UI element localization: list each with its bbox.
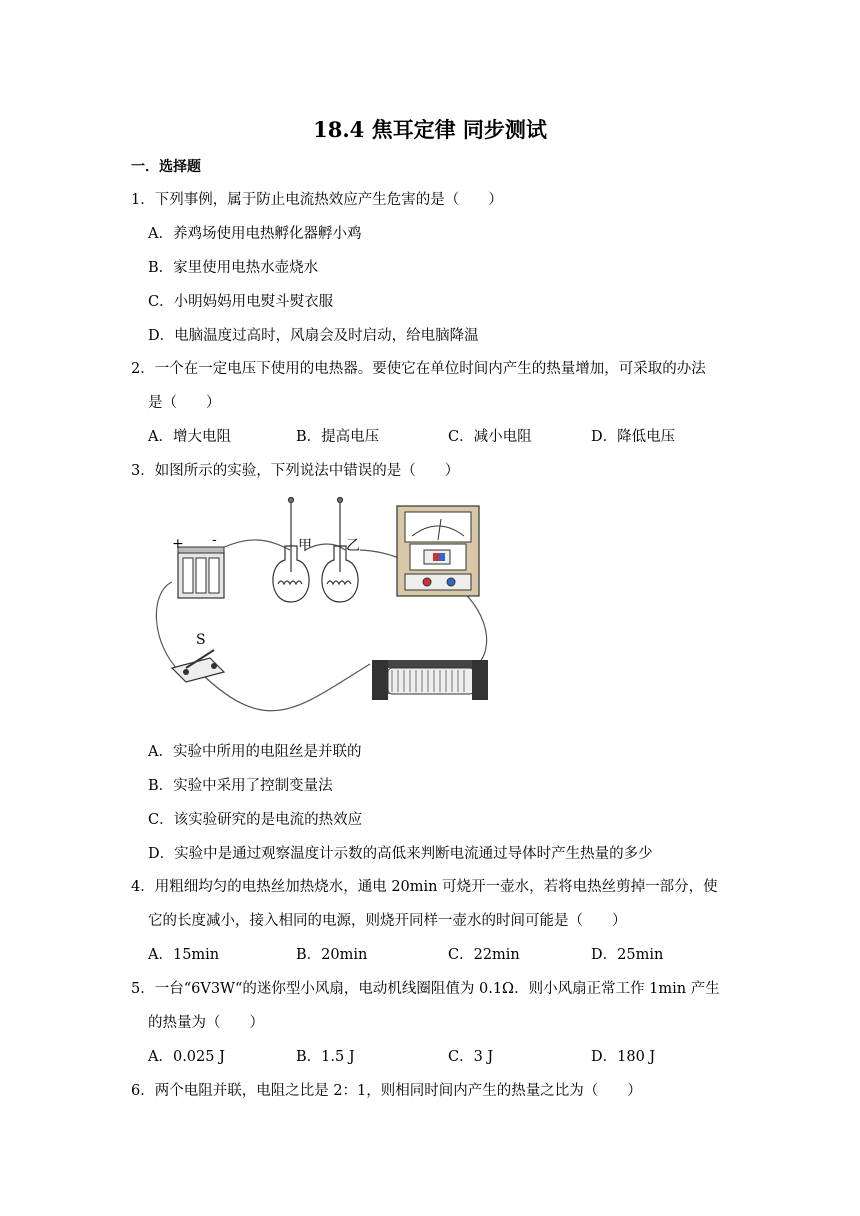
switch-icon <box>172 650 224 682</box>
question-4-stem-cont: 它的长度减小，接入相同的电源，则烧开同样一壶水的时间可能是（ ） <box>148 913 627 929</box>
question-5-option-b: B．1.5 J <box>296 1049 355 1065</box>
question-1-stem: 1．下列事例，属于防止电流热效应产生危害的是（ ） <box>131 192 503 208</box>
page-title: 18.4 焦耳定律 同步测试 <box>313 117 547 142</box>
section-heading: 一．选择题 <box>131 159 201 175</box>
question-3-option-d: D．实验中是通过观察温度计示数的高低来判断电流通过导体时产生热量的多少 <box>148 846 653 862</box>
question-3-option-a: A．实验中所用的电阻丝是并联的 <box>148 744 362 760</box>
question-5-option-d: D．180 J <box>591 1049 656 1065</box>
question-5-option-c: C．3 J <box>448 1049 494 1065</box>
question-4-option-d: D．25min <box>591 947 664 963</box>
question-1-option-a: A．养鸡场使用电热孵化器孵小鸡 <box>148 226 362 242</box>
battery-icon <box>178 547 224 598</box>
circuit-diagram <box>150 492 500 727</box>
question-6-stem: 6．两个电阻并联，电阻之比是 2：1，则相同时间内产生的热量之比为（ ） <box>131 1083 642 1099</box>
question-3-option-b: B．实验中采用了控制变量法 <box>148 778 333 794</box>
question-1-option-d: D．电脑温度过高时，风扇会及时启动，给电脑降温 <box>148 328 479 344</box>
question-4-stem: 4．用粗细均匀的电热丝加热烧水，通电 20min 可烧开一壶水，若将电热丝剪掉一部分，使 <box>131 879 718 895</box>
question-2-option-b: B．提高电压 <box>296 429 380 445</box>
question-5-stem: 5．一台“6V3W“的迷你型小风扇，电动机线圈阻值为 0.1Ω．则小风扇正常工作 1min 产生 <box>131 981 720 997</box>
question-3-stem: 3．如图所示的实验，下列说法中错误的是（ ） <box>131 463 460 479</box>
question-2-stem: 2．一个在一定电压下使用的电热器。要使它在单位时间内产生的热量增加，可采取的办法 <box>131 361 706 377</box>
switch-label: S <box>196 632 206 648</box>
rheostat-icon <box>372 660 488 700</box>
question-3-option-c: C．该实验研究的是电流的热效应 <box>148 812 363 828</box>
battery-plus-label: + <box>172 536 184 552</box>
question-2-option-d: D．降低电压 <box>591 429 676 445</box>
question-5-option-a: A．0.025 J <box>148 1049 225 1065</box>
question-4-option-b: B．20min <box>296 947 368 963</box>
question-2-option-c: C．减小电阻 <box>448 429 532 445</box>
battery-minus-label: - <box>212 532 217 548</box>
question-2-stem-cont: 是（ ） <box>148 395 221 411</box>
meter-icon <box>397 506 479 596</box>
question-1-option-b: B．家里使用电热水壶烧水 <box>148 260 319 276</box>
question-4-option-a: A．15min <box>148 947 220 963</box>
flask-jia-label: 甲 <box>298 538 312 554</box>
question-2-option-a: A．增大电阻 <box>148 429 231 445</box>
question-5-stem-cont: 的热量为（ ） <box>148 1015 264 1031</box>
flask-yi-label: 乙 <box>346 538 360 554</box>
question-4-option-c: C．22min <box>448 947 520 963</box>
question-1-option-c: C．小明妈妈用电熨斗熨衣服 <box>148 294 334 310</box>
